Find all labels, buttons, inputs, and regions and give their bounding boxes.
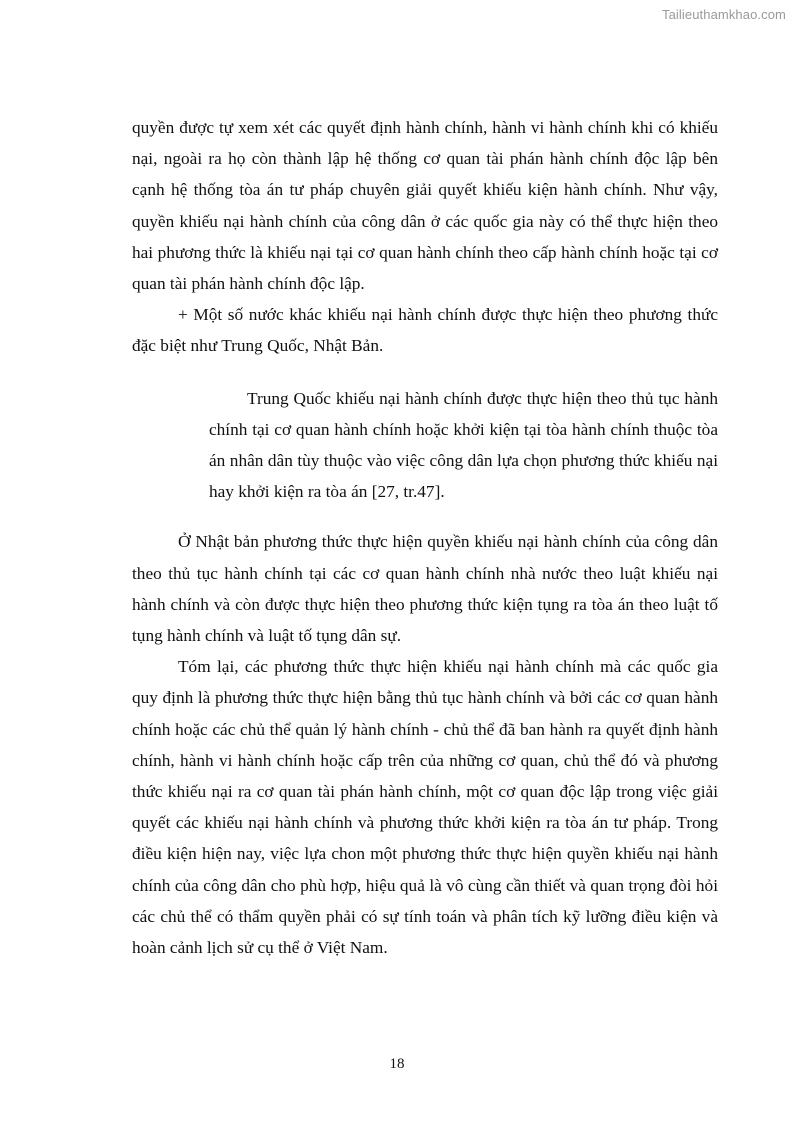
- block-quote: Trung Quốc khiếu nại hành chính được thực hiện theo thủ tục hành chính tại cơ quan hành chính hoặc khởi kiện tại tòa hành chính thuộc tòa án nhân dân tùy thuộc vào việc công dân lựa chọn phương thức khiếu nại hay khởi kiện ra tòa án [27, tr.47].: [209, 388, 718, 502]
- paragraph-other-countries: + Một số nước khác khiếu nại hành chính được thực hiện theo phương thức đặc biệt như Trung Quốc, Nhật Bản.: [132, 305, 718, 356]
- paragraph-japan: Ở Nhật bản phương thức thực hiện quyền khiếu nại hành chính của công dân theo thủ tục hành chính tại các cơ quan hành chính nhà nước theo luật khiếu nại hành chính và còn được thực hiện theo phương thức kiện tụng ra tòa án theo luật tố tụng hành chính và luật tố tụng dân sự.: [132, 532, 718, 646]
- document-body: [132, 112, 718, 963]
- page-number: 18: [389, 1056, 405, 1072]
- paragraph-continuation: quyền được tự xem xét các quyết định hành chính, hành vi hành chính khi có khiếu nại, ngoài ra họ còn thành lập hệ thống cơ quan tài phán hành chính độc lập bên cạnh hệ thống tòa án tư pháp chuyên giải quyết khiếu kiện hành chính. Như vậy, quyền khiếu nại hành chính của công dân ở các quốc gia này có thể thực hiện theo hai phương thức là khiếu nại tại cơ quan hành chính theo cấp hành chính hoặc tại cơ quan tài phán hành chính độc lập.: [132, 118, 718, 294]
- watermark-text: Tailieuthamkhao.com: [661, 7, 786, 22]
- paragraph-summary: Tóm lại, các phương thức thực hiện khiếu nại hành chính mà các quốc gia quy định là phương thức thực hiện bằng thủ tục hành chính và bởi các cơ quan hành chính hoặc các chủ thể quản lý hành chính - chủ thể đã ban hành ra quyết định hành chính, hành vi hành chính hoặc cấp trên của những cơ quan, chủ thể đó và phương thức khiếu nại ra cơ quan tài phán hành chính, một cơ quan độc lập trong việc giải quyết các khiếu nại hành chính và phương thức khởi kiện ra tòa án tư pháp. Trong điều kiện hiện nay, việc lựa chon một phương thức thực hiện quyền khiếu nại hành chính của công dân cho phù hợp, hiệu quả là vô cùng cần thiết và quan trọng đòi hỏi các chủ thể có thẩm quyền phải có sự tính toán và phân tích kỹ lưỡng điều kiện và hoàn cảnh lịch sử cụ thể ở Việt Nam.: [132, 657, 718, 958]
